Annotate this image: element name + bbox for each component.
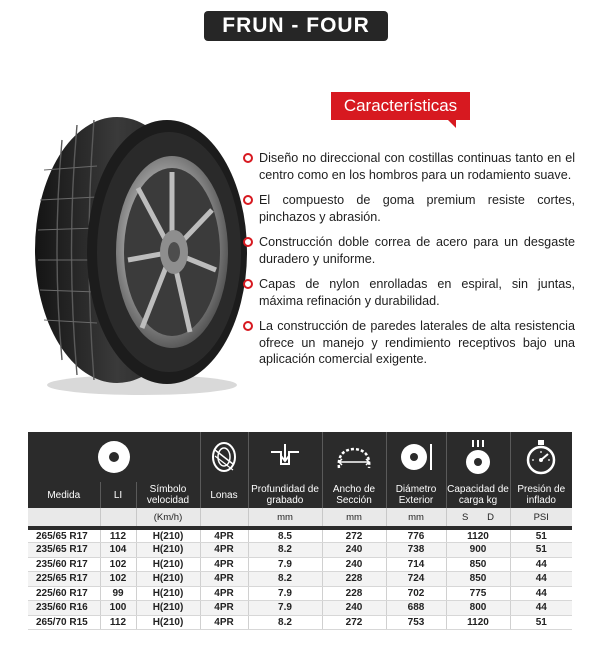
header-plies: Lonas xyxy=(200,482,248,508)
tire-plies-icon xyxy=(207,440,241,474)
unit-empty xyxy=(200,508,248,528)
unit-pressure: PSI xyxy=(510,508,572,528)
table-row xyxy=(28,557,572,572)
unit-load-single: S xyxy=(461,511,469,523)
cell-speed: H(210) xyxy=(136,615,200,630)
cell-plies: 4PR xyxy=(200,615,248,630)
cell-size: 265/70 R15 xyxy=(28,615,100,630)
header-diameter: Diámetro Exterior xyxy=(386,482,446,508)
cell-diameter: 714 xyxy=(386,557,446,572)
cell-pressure: 44 xyxy=(510,557,572,572)
cell-diameter: 776 xyxy=(386,528,446,543)
cell-load-index: 112 xyxy=(100,528,136,543)
unit-empty xyxy=(28,508,100,528)
cell-size: 235/65 R17 xyxy=(28,543,100,558)
spec-table xyxy=(28,432,572,630)
cell-plies: 4PR xyxy=(200,586,248,601)
unit-width: mm xyxy=(322,508,386,528)
cell-plies: 4PR xyxy=(200,543,248,558)
cell-plies: 4PR xyxy=(200,557,248,572)
bullet-icon xyxy=(243,237,253,247)
header-size: Medida xyxy=(28,482,100,508)
feature-item: El compuesto de goma premium resiste cortes, pinchazos y abrasión. xyxy=(243,192,575,225)
cell-pressure: 44 xyxy=(510,572,572,587)
bullet-icon xyxy=(243,153,253,163)
cell-load: 900 xyxy=(446,543,510,558)
cell-depth: 8.2 xyxy=(248,543,322,558)
cell-depth: 7.9 xyxy=(248,586,322,601)
cell-diameter: 724 xyxy=(386,572,446,587)
cell-plies: 4PR xyxy=(200,528,248,543)
cell-width: 228 xyxy=(322,586,386,601)
table-row xyxy=(28,601,572,616)
icon-cell-width xyxy=(322,432,386,482)
cell-speed: H(210) xyxy=(136,586,200,601)
cell-size: 225/60 R17 xyxy=(28,586,100,601)
cell-speed: H(210) xyxy=(136,528,200,543)
cell-load: 850 xyxy=(446,557,510,572)
cell-pressure: 51 xyxy=(510,528,572,543)
cell-depth: 7.9 xyxy=(248,601,322,616)
header-pressure: Presión de inflado xyxy=(510,482,572,508)
bullet-icon xyxy=(243,279,253,289)
cell-width: 228 xyxy=(322,572,386,587)
unit-load-dual: D xyxy=(487,511,495,523)
cell-plies: 4PR xyxy=(200,601,248,616)
product-title: FRUN - FOUR xyxy=(204,11,388,41)
cell-diameter: 702 xyxy=(386,586,446,601)
wheel-icon xyxy=(94,437,134,477)
cell-diameter: 688 xyxy=(386,601,446,616)
table-row xyxy=(28,586,572,601)
unit-diameter: mm xyxy=(386,508,446,528)
feature-item: Construcción doble correa de acero para un desgaste duradero y uniforme. xyxy=(243,234,575,267)
header-speed-symbol: Símbolo velocidad xyxy=(136,482,200,508)
cell-depth: 8.5 xyxy=(248,528,322,543)
cell-pressure: 51 xyxy=(510,615,572,630)
cell-diameter: 738 xyxy=(386,543,446,558)
cell-pressure: 44 xyxy=(510,601,572,616)
cell-load-index: 104 xyxy=(100,543,136,558)
cell-load-index: 100 xyxy=(100,601,136,616)
cell-load-index: 112 xyxy=(100,615,136,630)
section-width-icon xyxy=(331,440,377,474)
unit-depth: mm xyxy=(248,508,322,528)
cell-width: 240 xyxy=(322,543,386,558)
tread-depth-icon xyxy=(267,440,303,474)
header-section-width: Ancho de Sección xyxy=(322,482,386,508)
cell-speed: H(210) xyxy=(136,601,200,616)
icon-cell-diameter xyxy=(386,432,446,482)
tire-image xyxy=(22,100,252,400)
cell-speed: H(210) xyxy=(136,572,200,587)
cell-diameter: 753 xyxy=(386,615,446,630)
table-row xyxy=(28,572,572,587)
diameter-icon xyxy=(396,440,436,474)
cell-load-index: 102 xyxy=(100,572,136,587)
cell-width: 240 xyxy=(322,601,386,616)
pressure-gauge-icon xyxy=(523,438,559,476)
icon-cell-wheel xyxy=(28,432,200,482)
icon-cell-plies xyxy=(200,432,248,482)
cell-load: 850 xyxy=(446,572,510,587)
cell-load: 1120 xyxy=(446,528,510,543)
bullet-icon xyxy=(243,321,253,331)
cell-pressure: 44 xyxy=(510,586,572,601)
header-load-capacity: Capacidad de carga kg xyxy=(447,484,509,506)
header-load-index: LI xyxy=(100,482,136,508)
cell-width: 272 xyxy=(322,528,386,543)
cell-load: 775 xyxy=(446,586,510,601)
cell-speed: H(210) xyxy=(136,557,200,572)
cell-load: 800 xyxy=(446,601,510,616)
cell-speed: H(210) xyxy=(136,543,200,558)
characteristics-list xyxy=(243,150,575,377)
feature-item: La construcción de paredes laterales de alta resistencia ofrece un manejo y rendimiento receptivos bajo una aplicación comercial exigente. xyxy=(243,318,575,368)
characteristics-heading: Características xyxy=(331,92,470,120)
cell-size: 225/65 R17 xyxy=(28,572,100,587)
cell-depth: 8.2 xyxy=(248,615,322,630)
icon-cell-depth xyxy=(248,432,322,482)
cell-size: 235/60 R16 xyxy=(28,601,100,616)
cell-load-index: 102 xyxy=(100,557,136,572)
bullet-icon xyxy=(243,195,253,205)
feature-item: Capas de nylon enrolladas en espiral, sin juntas, máxima refinación y durabilidad. xyxy=(243,276,575,309)
icon-cell-pressure xyxy=(510,432,572,482)
unit-empty xyxy=(100,508,136,528)
table-row xyxy=(28,528,572,543)
cell-load: 1120 xyxy=(446,615,510,630)
cell-width: 240 xyxy=(322,557,386,572)
cell-depth: 8.2 xyxy=(248,572,322,587)
cell-size: 265/65 R17 xyxy=(28,528,100,543)
cell-plies: 4PR xyxy=(200,572,248,587)
icon-cell-load xyxy=(446,432,510,482)
cell-width: 272 xyxy=(322,615,386,630)
table-row xyxy=(28,543,572,558)
cell-pressure: 51 xyxy=(510,543,572,558)
cell-load-index: 99 xyxy=(100,586,136,601)
unit-speed: (Km/h) xyxy=(136,508,200,528)
cell-depth: 7.9 xyxy=(248,557,322,572)
feature-item: Diseño no direccional con costillas continuas tanto en el centro como en los hombros para un rodamiento suave. xyxy=(243,150,575,183)
table-row xyxy=(28,615,572,630)
cell-size: 235/60 R17 xyxy=(28,557,100,572)
unit-load xyxy=(446,508,510,528)
header-tread-depth: Profundidad de grabado xyxy=(248,482,322,508)
load-capacity-icon xyxy=(460,438,496,476)
spec-table-body xyxy=(28,528,572,630)
tire-illustration xyxy=(22,100,252,400)
